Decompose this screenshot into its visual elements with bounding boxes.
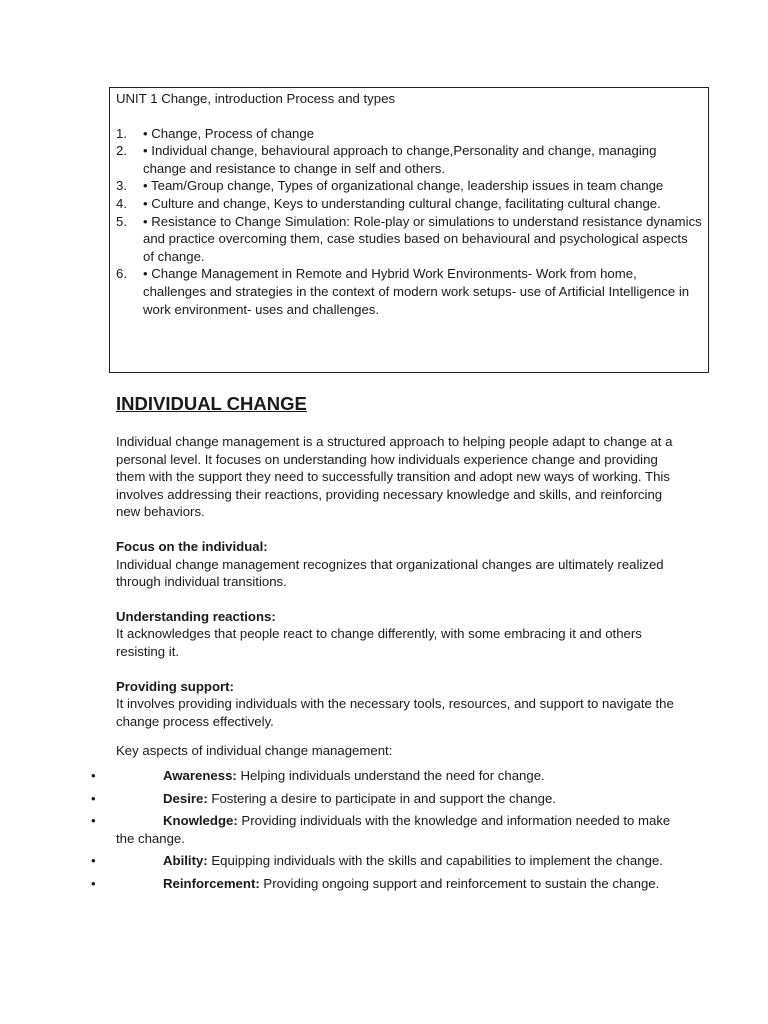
block-text: It acknowledges that people react to change differently, with some embracing it and others resisting it. [116, 626, 642, 659]
unit-topic-item [116, 142, 702, 177]
block-title: Focus on the individual: [116, 538, 268, 554]
topic-text: • Change Management in Remote and Hybrid Work Environments- Work from home, challenges and strategies in the context of modern work setups- use of Artificial Intelligence in work environment- uses and challenges. [143, 266, 690, 317]
bullet-icon: • [91, 853, 96, 869]
bullet-icon: • [91, 790, 96, 806]
block-text: Individual change management recognizes that organizational changes are ultimately realized through individual transitions. [116, 556, 664, 590]
aspect-item [91, 875, 676, 893]
bullet-icon: • [91, 767, 96, 783]
aspect-text: Helping individuals understand the need for change. [236, 767, 545, 783]
aspect-label: Ability: [163, 853, 208, 869]
unit-title: UNIT 1 Change, introduction Process and types [116, 91, 396, 106]
block-text: It involves providing individuals with the necessary tools, resources, and support to navigate the change process effectively. [116, 696, 674, 729]
aspect-label: Desire: [163, 790, 208, 806]
topic-number: 1. [116, 125, 127, 141]
individual-change-section [91, 390, 676, 897]
unit-topic-list [116, 125, 702, 319]
unit-topic-item [116, 265, 702, 318]
bullet-icon: • [91, 875, 96, 891]
aspect-label: Reinforcement: [163, 875, 260, 891]
reactions-block [116, 608, 676, 661]
intro-paragraph: Individual change management is a structured approach to helping people adapt to change at a personal level. It focuses on understanding how individuals experience change and providing them with the support they need to successfully transition and adopt new ways of working. This involves addressing their reactions, providing necessary knowledge and skills, and reinforcing new behaviors. [116, 434, 673, 520]
aspect-text: Equipping individuals with the skills and capabilities to implement the change. [207, 853, 663, 869]
topic-number: 6. [116, 266, 127, 282]
block-title: Understanding reactions: [116, 608, 276, 624]
topic-text: • Culture and change, Keys to understanding cultural change, facilitating cultural change. [143, 195, 661, 211]
aspect-item [91, 767, 676, 785]
unit-syllabus-box [109, 87, 709, 373]
unit-topic-item [116, 195, 702, 213]
topic-number: 4. [116, 195, 127, 211]
key-aspects-intro: Key aspects of individual change management: [116, 743, 393, 759]
aspect-text: Fostering a desire to participate in and support the change. [207, 790, 556, 806]
support-block [116, 678, 676, 731]
aspect-label: Knowledge: [163, 813, 238, 829]
key-aspects-list [91, 767, 676, 893]
topic-number: 3. [116, 178, 127, 194]
section-heading: INDIVIDUAL CHANGE [116, 393, 307, 414]
unit-topic-item [116, 125, 702, 143]
aspect-text: Providing ongoing support and reinforcement to sustain the change. [259, 875, 660, 891]
bullet-icon: • [91, 813, 96, 829]
topic-text: • Change, Process of change [143, 125, 315, 141]
aspect-item [91, 852, 676, 870]
focus-block [116, 538, 676, 591]
unit-topic-item [116, 177, 702, 195]
topic-number: 5. [116, 213, 127, 229]
aspect-label: Awareness: [163, 767, 237, 783]
aspect-item [91, 812, 676, 847]
aspect-item [91, 790, 676, 808]
topic-text: • Team/Group change, Types of organizational change, leadership issues in team change [143, 178, 664, 194]
aspect-text: Providing individuals with the knowledge and information needed to make the change. [116, 813, 671, 846]
unit-topic-item [116, 213, 702, 266]
topic-text: • Resistance to Change Simulation: Role-play or simulations to understand resistance dynamics and practice overcoming them, case studies based on behavioural and psychological aspects of change. [143, 213, 702, 264]
topic-number: 2. [116, 143, 127, 159]
block-title: Providing support: [116, 678, 234, 694]
topic-text: • Individual change, behavioural approach to change,Personality and change, managing change and resistance to change in self and others. [143, 143, 657, 176]
